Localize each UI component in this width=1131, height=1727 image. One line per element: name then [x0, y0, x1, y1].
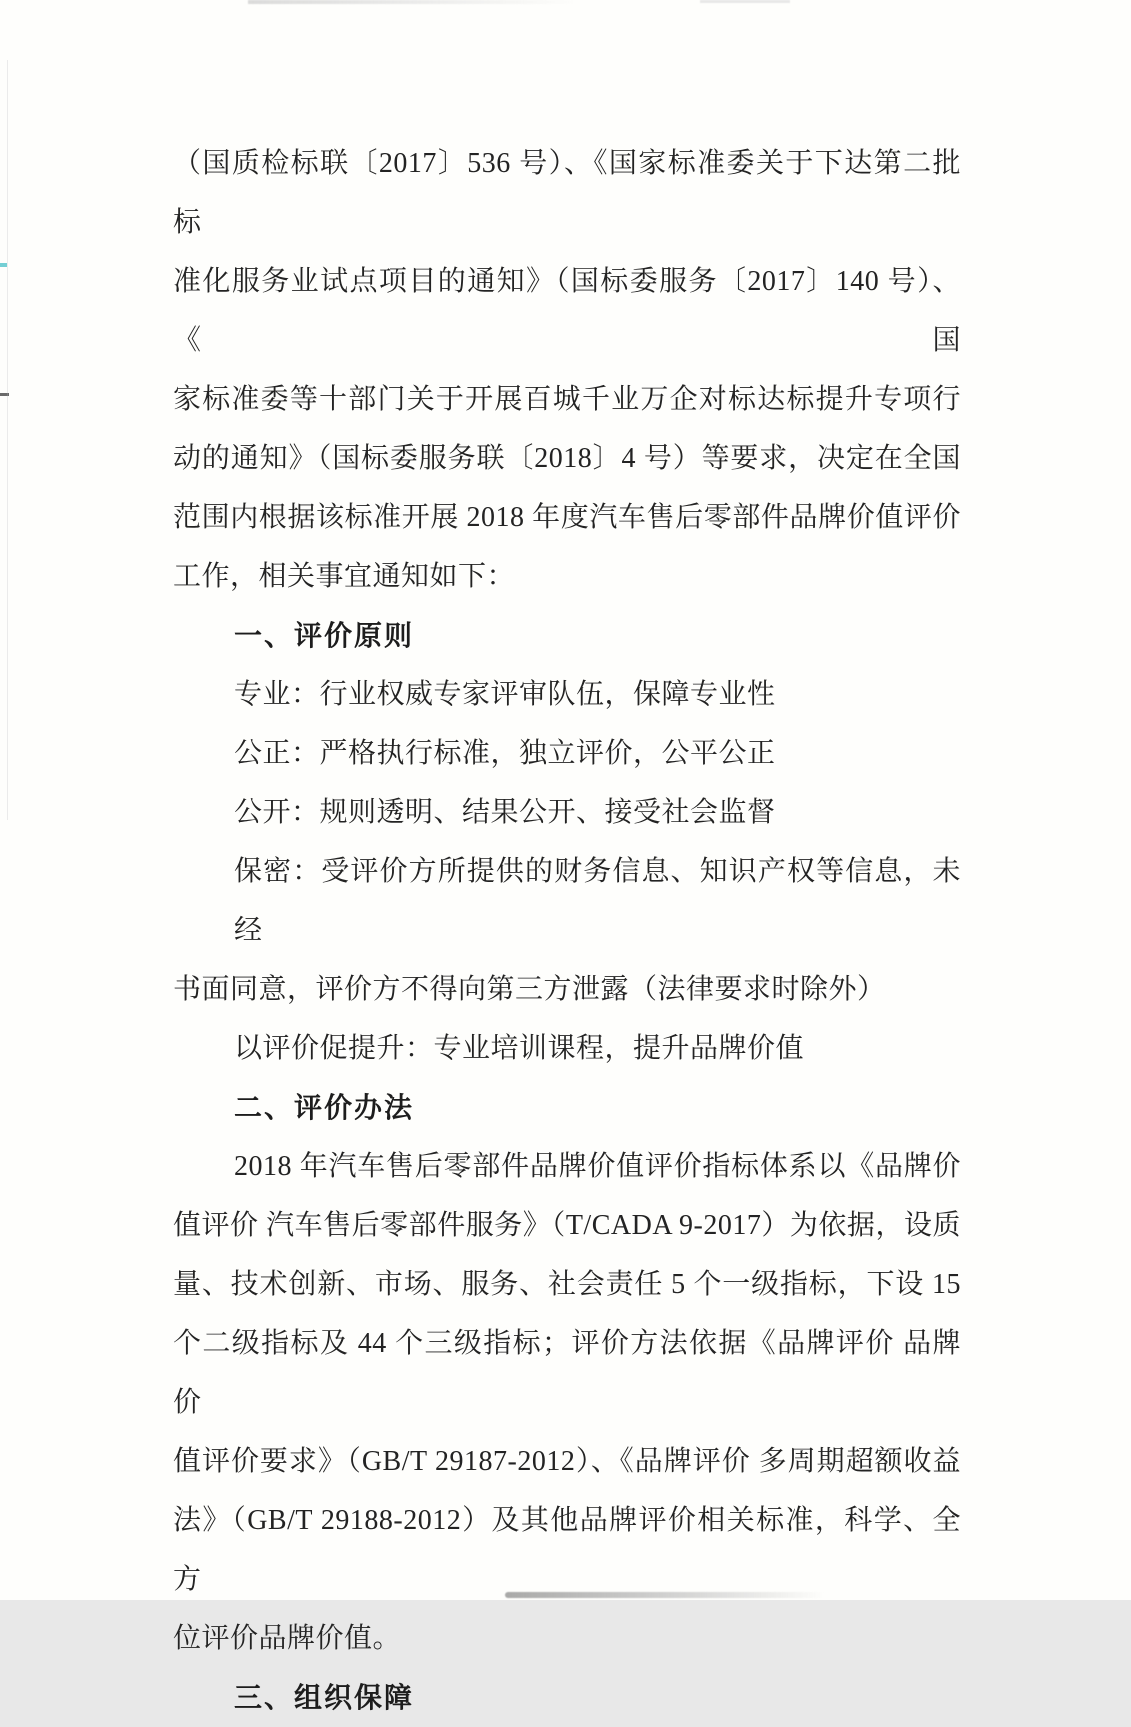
- text-line: 公正：严格执行标准，独立评价，公平公正: [234, 738, 776, 769]
- section-heading: 三、组织保障: [234, 1682, 415, 1713]
- text-line: 专业：行业权威专家评审队伍，保障专业性: [234, 679, 776, 710]
- text-line: 量、技术创新、市场、服务、社会责任 5 个一级指标，下设 15: [173, 1269, 961, 1300]
- text-line: 家标准委等十部门关于开展百城千业万企对标达标提升专项行: [173, 384, 961, 415]
- text-line: 公开：规则透明、结果公开、接受社会监督: [234, 797, 776, 828]
- text-line: （国质检标联〔2017〕536 号）、《国家标准委关于下达第二批标: [173, 148, 961, 238]
- document-body: [173, 134, 961, 1727]
- scan-smudge-top-left: [248, 0, 578, 4]
- scan-tick-cyan: [0, 263, 7, 267]
- text-line: 值评价 汽车售后零部件服务》（T/CADA 9-2017）为依据，设质: [173, 1210, 961, 1241]
- text-line: 以评价促提升：专业培训课程，提升品牌价值: [234, 1033, 805, 1064]
- text-line: 准化服务业试点项目的通知》（国标委服务〔2017〕140 号）、《国: [173, 266, 961, 356]
- text-line: 值评价要求》（GB/T 29187-2012）、《品牌评价 多周期超额收益: [173, 1446, 961, 1477]
- scan-smudge-top-right: [700, 0, 790, 3]
- text-line: 书面同意，评价方不得向第三方泄露（法律要求时除外）: [173, 974, 886, 1005]
- text-line: 保密：受评价方所提供的财务信息、知识产权等信息，未经: [234, 856, 961, 946]
- text-line: 2018 年汽车售后零部件品牌价值评价指标体系以《品牌价: [234, 1151, 961, 1182]
- scan-edge-line: [7, 60, 8, 820]
- section-heading: 二、评价办法: [234, 1092, 415, 1123]
- text-line: 动的通知》（国标委服务联〔2018〕4 号）等要求，决定在全国: [173, 443, 961, 474]
- text-line: 法》（GB/T 29188-2012）及其他品牌评价相关标准，科学、全方: [173, 1505, 961, 1595]
- text-line: 位评价品牌价值。: [173, 1623, 402, 1654]
- text-line: 范围内根据该标准开展 2018 年度汽车售后零部件品牌价值评价: [173, 502, 961, 533]
- text-line: 个二级指标及 44 个三级指标；评价方法依据《品牌评价 品牌价: [173, 1328, 961, 1418]
- section-heading: 一、评价原则: [234, 620, 415, 651]
- scan-tick-dark: [0, 393, 9, 396]
- text-line: 工作，相关事宜通知如下：: [173, 561, 516, 592]
